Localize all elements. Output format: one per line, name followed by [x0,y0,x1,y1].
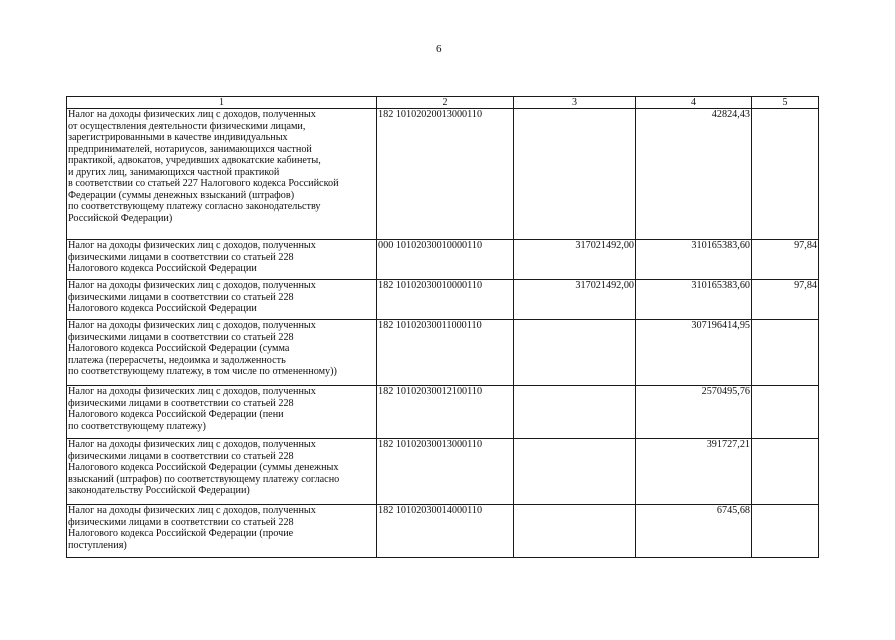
actual-amount-cell: 307196414,95 [636,320,752,386]
percent-cell [752,109,819,240]
actual-amount-cell: 310165383,60 [636,240,752,280]
actual-amount-cell: 310165383,60 [636,280,752,320]
budget-code-cell: 182 10102030011000110 [377,320,514,386]
table-row [67,439,819,505]
table-row [67,386,819,439]
percent-cell [752,439,819,505]
table-row [67,280,819,320]
header-col-3: 3 [514,97,636,109]
budget-code-cell: 182 10102030012100110 [377,386,514,439]
income-name-cell: Налог на доходы физических лиц с доходов, полученных физическими лицами в соответствии со статьей 228 Налогового кодекса Российской Федерации (суммы денежных взысканий (штрафов) по соответствующему платежу согласно законодательству Российской Федерации) [67,439,377,505]
header-row [67,97,819,109]
budget-code-cell: 182 10102020013000110 [377,109,514,240]
header-col-2: 2 [377,97,514,109]
actual-amount-cell: 6745,68 [636,505,752,558]
plan-amount-cell [514,505,636,558]
plan-amount-cell: 317021492,00 [514,280,636,320]
plan-amount-cell: 317021492,00 [514,240,636,280]
percent-cell [752,320,819,386]
header-col-4: 4 [636,97,752,109]
plan-amount-cell [514,386,636,439]
percent-cell: 97,84 [752,240,819,280]
plan-amount-cell [514,439,636,505]
header-col-1: 1 [67,97,377,109]
budget-code-cell: 182 10102030014000110 [377,505,514,558]
income-name-cell: Налог на доходы физических лиц с доходов, полученных физическими лицами в соответствии со статьей 228 Налогового кодекса Российской Федерации (прочие поступления) [67,505,377,558]
percent-cell: 97,84 [752,280,819,320]
plan-amount-cell [514,109,636,240]
actual-amount-cell: 2570495,76 [636,386,752,439]
table-row [67,505,819,558]
budget-code-cell: 182 10102030013000110 [377,439,514,505]
income-name-cell: Налог на доходы физических лиц с доходов, полученных физическими лицами в соответствии со статьей 228 Налогового кодекса Российской Федерации (сумма платежа (перерасчеты, недоимка и задолженность по соответствующему платежу, в том числе по отмененному)) [67,320,377,386]
actual-amount-cell: 42824,43 [636,109,752,240]
budget-code-cell: 000 10102030010000110 [377,240,514,280]
budget-code-cell: 182 10102030010000110 [377,280,514,320]
table-row [67,320,819,386]
income-name-cell: Налог на доходы физических лиц с доходов, полученных физическими лицами в соответствии со статьей 228 Налогового кодекса Российской Федерации [67,280,377,320]
table-row [67,109,819,240]
income-name-cell: Налог на доходы физических лиц с доходов, полученных от осуществления деятельности физическими лицами, зарегистрированными в качестве индивидуальных предпринимателей, нотариусов, занимающихся частной практикой, адвокатов, учредивших адвокатские кабинеты, и других лиц, занимающихся частной практикой в соответствии со статьей 227 Налогового кодекса Российской Федерации (суммы денежных взысканий (штрафов) по соответствующему платежу согласно законодательству Российской Федерации) [67,109,377,240]
percent-cell [752,386,819,439]
table-row [67,240,819,280]
header-col-5: 5 [752,97,819,109]
plan-amount-cell [514,320,636,386]
page-number: 6 [436,43,442,55]
percent-cell [752,505,819,558]
income-name-cell: Налог на доходы физических лиц с доходов, полученных физическими лицами в соответствии со статьей 228 Налогового кодекса Российской Федерации (пени по соответствующему платежу) [67,386,377,439]
revenue-table [66,96,819,558]
actual-amount-cell: 391727,21 [636,439,752,505]
income-name-cell: Налог на доходы физических лиц с доходов, полученных физическими лицами в соответствии со статьей 228 Налогового кодекса Российской Федерации [67,240,377,280]
